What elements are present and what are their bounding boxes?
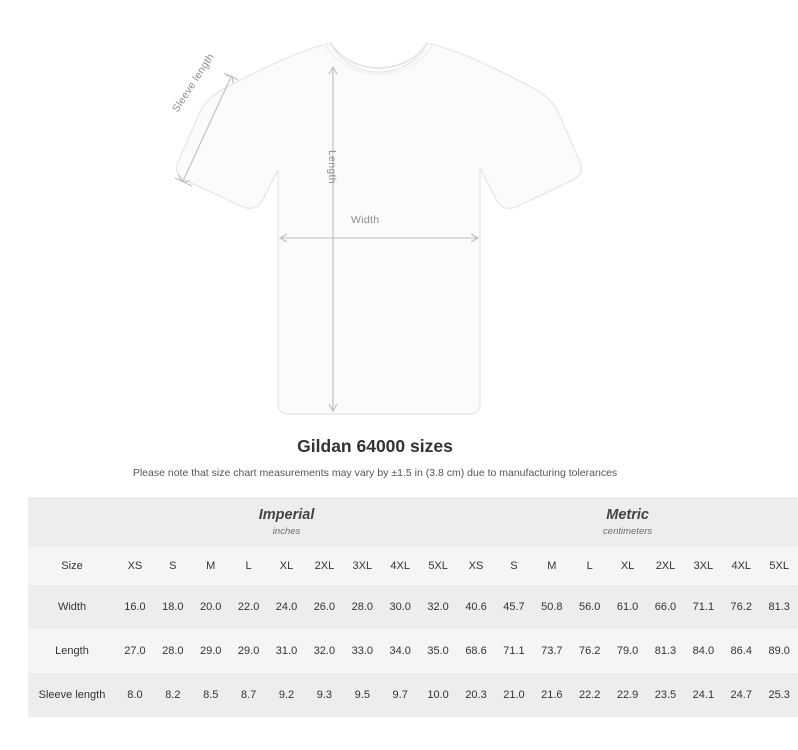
size-table	[28, 497, 798, 717]
cell-length-metric-5xl: 89.0	[760, 629, 798, 673]
cell-length-imperial-xs: 27.0	[116, 629, 154, 673]
cell-sleeve-metric-s: 21.0	[495, 673, 533, 717]
col-header-metric-xs: XS	[457, 547, 495, 585]
cell-width-imperial-3xl: 28.0	[343, 585, 381, 629]
cell-sleeve-metric-xs: 20.3	[457, 673, 495, 717]
cell-sleeve-imperial-s: 8.2	[154, 673, 192, 717]
cell-width-imperial-xs: 16.0	[116, 585, 154, 629]
row-label-length: Length	[28, 629, 116, 673]
cell-width-metric-xs: 40.6	[457, 585, 495, 629]
row-label-sleeve-length: Sleeve length	[28, 673, 116, 717]
metric-label: Metric	[606, 506, 649, 523]
cell-length-metric-2xl: 81.3	[647, 629, 685, 673]
table-row	[28, 629, 798, 673]
col-header-metric-l: L	[571, 547, 609, 585]
cell-length-imperial-m: 29.0	[192, 629, 230, 673]
title-block	[0, 436, 750, 479]
tolerance-note: Please note that size chart measurements may vary by ±1.5 in (3.8 cm) due to manufacturing tolerances	[132, 467, 618, 479]
cell-sleeve-imperial-l: 8.7	[230, 673, 268, 717]
cell-length-metric-4xl: 86.4	[722, 629, 760, 673]
imperial-group-header	[116, 497, 457, 547]
col-header-metric-s: S	[495, 547, 533, 585]
cell-length-imperial-xl: 31.0	[268, 629, 306, 673]
col-header-imperial-5xl: 5XL	[419, 547, 457, 585]
metric-unit: centimeters	[603, 526, 653, 538]
cell-width-metric-3xl: 71.1	[684, 585, 722, 629]
width-label: Width	[351, 214, 380, 226]
table-row	[28, 673, 798, 717]
cell-length-imperial-4xl: 34.0	[381, 629, 419, 673]
col-header-imperial-3xl: 3XL	[343, 547, 381, 585]
cell-length-imperial-2xl: 32.0	[305, 629, 343, 673]
length-label: Length	[326, 150, 338, 184]
cell-sleeve-metric-5xl: 25.3	[760, 673, 798, 717]
cell-width-metric-2xl: 66.0	[647, 585, 685, 629]
size-table-wrap	[28, 497, 790, 717]
cell-length-metric-s: 71.1	[495, 629, 533, 673]
cell-sleeve-imperial-3xl: 9.5	[343, 673, 381, 717]
cell-sleeve-metric-xl: 22.9	[609, 673, 647, 717]
cell-width-metric-5xl: 81.3	[760, 585, 798, 629]
cell-width-imperial-2xl: 26.0	[305, 585, 343, 629]
col-header-imperial-l: L	[230, 547, 268, 585]
cell-length-imperial-l: 29.0	[230, 629, 268, 673]
cell-width-imperial-4xl: 30.0	[381, 585, 419, 629]
cell-length-metric-3xl: 84.0	[684, 629, 722, 673]
cell-sleeve-metric-3xl: 24.1	[684, 673, 722, 717]
size-header-cell: Size	[28, 547, 116, 585]
cell-sleeve-imperial-2xl: 9.3	[305, 673, 343, 717]
cell-length-imperial-3xl: 33.0	[343, 629, 381, 673]
cell-length-metric-m: 73.7	[533, 629, 571, 673]
col-header-imperial-s: S	[154, 547, 192, 585]
imperial-unit: inches	[272, 526, 301, 538]
cell-sleeve-metric-m: 21.6	[533, 673, 571, 717]
col-header-imperial-xs: XS	[116, 547, 154, 585]
col-header-metric-2xl: 2XL	[647, 547, 685, 585]
page-title: Gildan 64000 sizes	[297, 436, 453, 456]
cell-sleeve-imperial-xs: 8.0	[116, 673, 154, 717]
col-header-metric-m: M	[533, 547, 571, 585]
cell-width-metric-l: 56.0	[571, 585, 609, 629]
cell-sleeve-imperial-4xl: 9.7	[381, 673, 419, 717]
cell-width-imperial-m: 20.0	[192, 585, 230, 629]
cell-sleeve-imperial-m: 8.5	[192, 673, 230, 717]
cell-width-metric-xl: 61.0	[609, 585, 647, 629]
col-header-metric-5xl: 5XL	[760, 547, 798, 585]
col-header-imperial-2xl: 2XL	[305, 547, 343, 585]
cell-length-metric-xs: 68.6	[457, 629, 495, 673]
table-row	[28, 585, 798, 629]
cell-width-metric-s: 45.7	[495, 585, 533, 629]
cell-length-metric-xl: 79.0	[609, 629, 647, 673]
unit-header-row	[28, 497, 798, 547]
col-header-metric-4xl: 4XL	[722, 547, 760, 585]
cell-sleeve-metric-l: 22.2	[571, 673, 609, 717]
cell-width-imperial-s: 18.0	[154, 585, 192, 629]
col-header-metric-3xl: 3XL	[684, 547, 722, 585]
cell-width-metric-m: 50.8	[533, 585, 571, 629]
row-label-width: Width	[28, 585, 116, 629]
col-header-imperial-m: M	[192, 547, 230, 585]
sleeve-length-label: Sleeve length	[170, 51, 217, 115]
cell-width-imperial-l: 22.0	[230, 585, 268, 629]
imperial-label: Imperial	[258, 506, 315, 523]
cell-sleeve-imperial-5xl: 10.0	[419, 673, 457, 717]
col-header-imperial-xl: XL	[268, 547, 306, 585]
size-header-row	[28, 547, 798, 585]
cell-length-metric-l: 76.2	[571, 629, 609, 673]
col-header-imperial-4xl: 4XL	[381, 547, 419, 585]
cell-sleeve-metric-4xl: 24.7	[722, 673, 760, 717]
cell-length-imperial-s: 28.0	[154, 629, 192, 673]
spacer-cell	[28, 497, 116, 547]
cell-width-imperial-5xl: 32.0	[419, 585, 457, 629]
cell-sleeve-metric-2xl: 23.5	[647, 673, 685, 717]
cell-width-imperial-xl: 24.0	[268, 585, 306, 629]
cell-length-imperial-5xl: 35.0	[419, 629, 457, 673]
cell-sleeve-imperial-xl: 9.2	[268, 673, 306, 717]
cell-width-metric-4xl: 76.2	[722, 585, 760, 629]
metric-group-header	[457, 497, 798, 547]
col-header-metric-xl: XL	[609, 547, 647, 585]
